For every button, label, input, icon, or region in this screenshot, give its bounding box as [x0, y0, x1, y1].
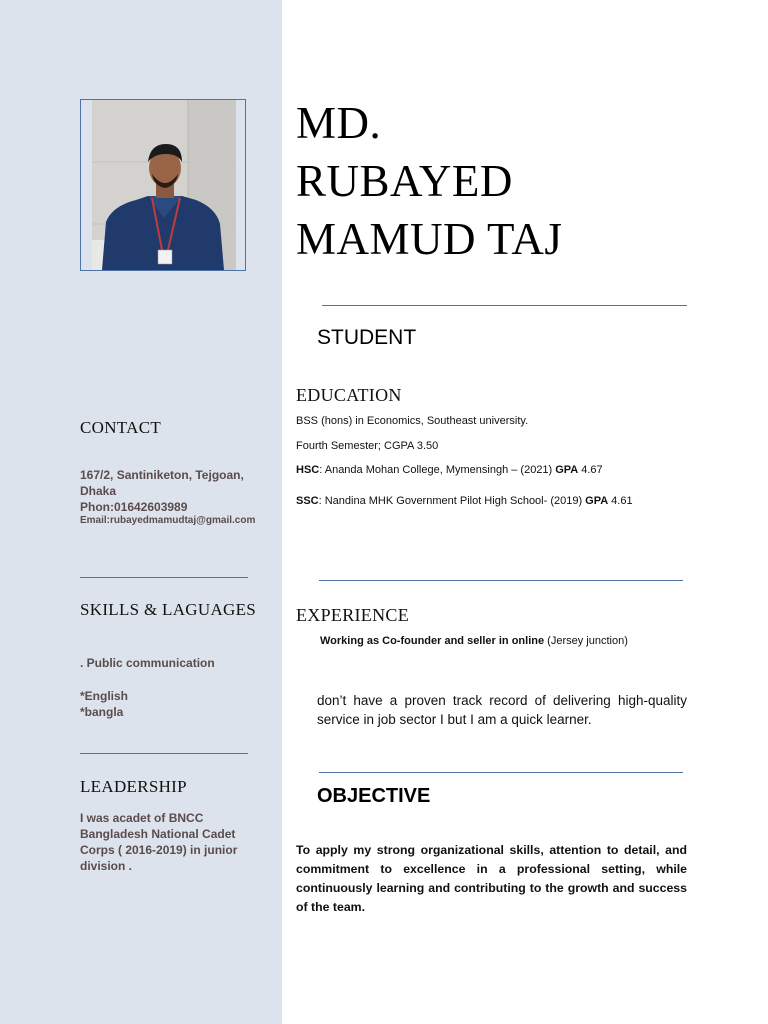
contact-phone: Phon:01642603989 [80, 500, 188, 514]
objective-text: To apply my strong organizational skills, attention to detail, and commitment to excellence in a professional setting, while continuously learning and contributing to the growth and success of the team. [296, 843, 687, 914]
leadership-line: I was acadet of BNCC [80, 811, 204, 825]
contact-address-line-1: 167/2, Santiniketon, Tejgoan, [80, 468, 244, 482]
person-photo-image [92, 100, 236, 270]
hsc-gpa-value: 4.67 [581, 464, 603, 476]
leadership-line: division . [80, 859, 133, 873]
leadership-heading: LEADERSHIP [80, 777, 187, 796]
experience-role-company: (Jersey junction) [544, 635, 628, 647]
language-item: *bangla [80, 705, 124, 719]
full-name [296, 94, 716, 268]
education-hsc [296, 464, 603, 476]
hsc-gpa-label: GPA [555, 464, 579, 476]
ssc-gpa-label: GPA [585, 495, 609, 507]
hsc-label: HSC [296, 464, 320, 476]
experience-heading: EXPERIENCE [296, 605, 409, 625]
contact-address-line-2: Dhaka [80, 484, 117, 498]
skills-heading: SKILLS & LAGUAGES [80, 600, 257, 619]
role-title: STUDENT [317, 326, 417, 349]
objective-heading: OBJECTIVE [317, 785, 431, 807]
ssc-text: : Nandina MHK Government Pilot High School- (2019) [318, 495, 583, 507]
education-ssc [296, 495, 633, 507]
experience-role-bold: Working as Co-founder and seller in online [320, 635, 545, 647]
name-line-3: MAMUD TAJ [296, 214, 563, 264]
contact-email: Email:rubayedmamudtaj@gmail.com [80, 515, 256, 526]
leadership-line: Corps ( 2016-2019) in junior [80, 843, 238, 857]
ssc-label: SSC [296, 495, 319, 507]
name-line-1: MD. [296, 98, 382, 148]
name-line-2: RUBAYED [296, 156, 513, 206]
divider-rule [322, 305, 687, 306]
experience-summary: don’t have a proven track record of delivering high-quality service in job sector I but I am a quick learner. [317, 693, 687, 727]
skill-item: . Public communication [80, 656, 215, 670]
experience-role [320, 635, 628, 647]
leadership-line: Bangladesh National Cadet [80, 827, 236, 841]
ssc-gpa-value: 4.61 [611, 495, 633, 507]
contact-heading: CONTACT [80, 418, 162, 437]
sidebar-divider [80, 753, 248, 754]
sidebar-divider [80, 577, 248, 578]
education-semester: Fourth Semester; CGPA 3.50 [296, 440, 439, 452]
education-heading: EDUCATION [296, 385, 402, 405]
language-item: *English [80, 689, 129, 703]
profile-photo [80, 99, 246, 271]
divider-rule [319, 772, 683, 773]
education-bss: BSS (hons) in Economics, Southeast university. [296, 415, 529, 427]
divider-rule [319, 580, 683, 581]
hsc-text: : Ananda Mohan College, Mymensingh – (2021) [319, 464, 553, 476]
